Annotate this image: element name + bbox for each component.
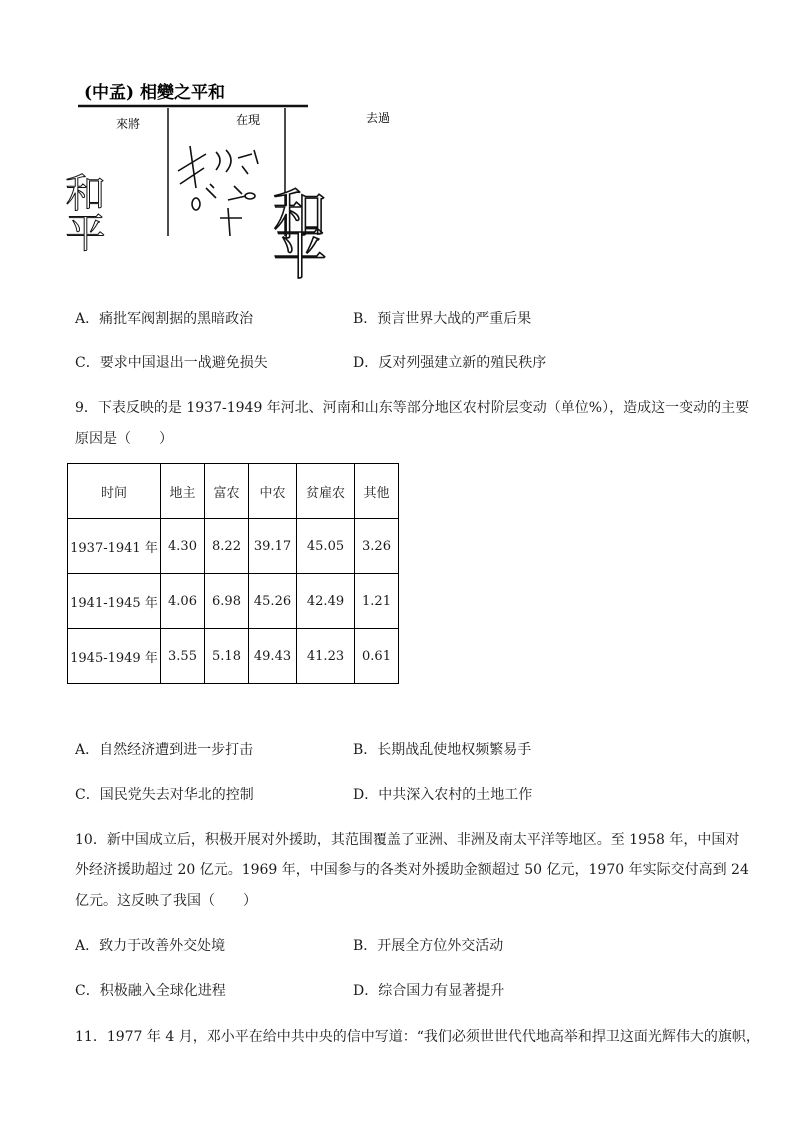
cartoon-present-broken-glyph bbox=[178, 146, 258, 236]
table-header-cell: 贫雇农 bbox=[297, 464, 355, 519]
peace-cartoon-image bbox=[59, 76, 418, 266]
q10-option-d[interactable]: D．综合国力有显著提升 bbox=[353, 983, 505, 999]
table-cell: 49.43 bbox=[249, 629, 297, 684]
table-header-cell: 富农 bbox=[205, 464, 249, 519]
table-cell: 8.22 bbox=[205, 519, 249, 574]
table-row bbox=[68, 519, 399, 574]
q9-option-a[interactable]: A．自然经济遭到进一步打击 bbox=[75, 742, 254, 758]
table-cell: 39.17 bbox=[249, 519, 297, 574]
q11-stem-line-1: 11．1977 年 4 月，邓小平在给中共中央的信中写道：“我们必须世世代代地高举和捍卫这面光辉伟大的旗帜， bbox=[75, 1029, 760, 1045]
q9-stem-line-2: 原因是（ ） bbox=[75, 431, 173, 447]
q9-option-d[interactable]: D．中共深入农村的土地工作 bbox=[353, 787, 533, 803]
cartoon-heading: (中孟) 相變之平和 bbox=[84, 83, 226, 103]
q10-stem-line-2: 外经济援助超过 20 亿元。1969 年，中国参与的各类对外援助金额超过 50 亿元，1970 年实际交付高到 24 bbox=[75, 862, 749, 878]
table-cell: 3.55 bbox=[161, 629, 205, 684]
table-cell: 45.05 bbox=[297, 519, 355, 574]
table-cell: 3.26 bbox=[355, 519, 399, 574]
q8-option-b[interactable]: B．预言世界大战的严重后果 bbox=[353, 311, 532, 327]
q8-option-d[interactable]: D．反对列强建立新的殖民秩序 bbox=[353, 355, 547, 371]
q10-stem-line-1: 10．新中国成立后，积极开展对外援助，其范围覆盖了亚洲、非洲及南太平洋等地区。至 1958 年，中国对 bbox=[75, 832, 740, 848]
table-header-cell: 地主 bbox=[161, 464, 205, 519]
table-cell: 4.06 bbox=[161, 574, 205, 629]
cartoon-past-glyph bbox=[265, 186, 328, 279]
table-cell: 1937-1941 年 bbox=[68, 519, 161, 574]
table-header-cell: 时间 bbox=[68, 464, 161, 519]
table-cell: 42.49 bbox=[297, 574, 355, 629]
cartoon-label-past: 去過 bbox=[366, 111, 391, 125]
svg-text:和平: 和平 bbox=[264, 186, 328, 266]
cartoon-label-future: 來將 bbox=[116, 117, 141, 131]
svg-text:和平: 和平 bbox=[59, 172, 105, 252]
rural-class-table bbox=[67, 463, 399, 684]
q10-stem-line-3: 亿元。这反映了我国（ ） bbox=[75, 893, 257, 909]
table-cell: 1.21 bbox=[355, 574, 399, 629]
q9-stem-line-1: 9．下表反映的是 1937-1949 年河北、河南和山东等部分地区农村阶层变动（单位%），造成这一变动的主要 bbox=[75, 400, 750, 416]
table-row bbox=[68, 574, 399, 629]
q9-option-c[interactable]: C．国民党失去对华北的控制 bbox=[75, 787, 254, 803]
table-cell: 41.23 bbox=[297, 629, 355, 684]
q10-option-a[interactable]: A．致力于改善外交处境 bbox=[75, 938, 226, 954]
q10-option-c[interactable]: C．积极融入全球化进程 bbox=[75, 983, 226, 999]
table-row bbox=[68, 629, 399, 684]
table-cell: 4.30 bbox=[161, 519, 205, 574]
table-cell: 0.61 bbox=[355, 629, 399, 684]
q8-option-a[interactable]: A．痛批军阀割据的黑暗政治 bbox=[75, 311, 254, 327]
table-cell: 5.18 bbox=[205, 629, 249, 684]
cartoon-label-present: 在現 bbox=[236, 113, 261, 127]
table-cell: 1945-1949 年 bbox=[68, 629, 161, 684]
q8-option-c[interactable]: C．要求中国退出一战避免损失 bbox=[75, 355, 268, 371]
cartoon-future-glyph bbox=[59, 172, 105, 252]
table-cell: 1941-1945 年 bbox=[68, 574, 161, 629]
q10-option-b[interactable]: B．开展全方位外交活动 bbox=[353, 938, 504, 954]
table-header-row bbox=[68, 464, 399, 519]
table-cell: 45.26 bbox=[249, 574, 297, 629]
table-header-cell: 中农 bbox=[249, 464, 297, 519]
q9-option-b[interactable]: B．长期战乱使地权频繁易手 bbox=[353, 742, 532, 758]
table-header-cell: 其他 bbox=[355, 464, 399, 519]
table-cell: 6.98 bbox=[205, 574, 249, 629]
